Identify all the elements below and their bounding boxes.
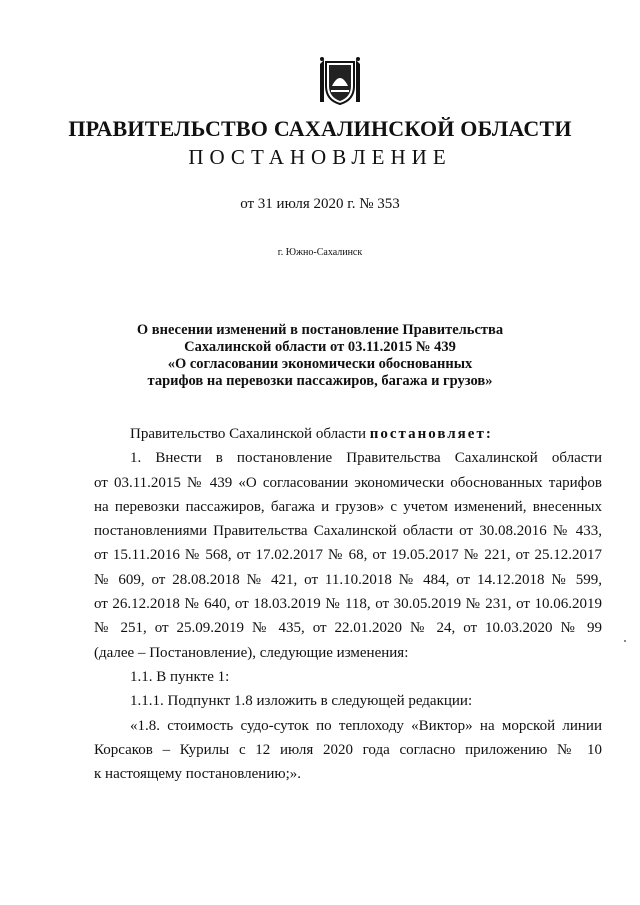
body-line: 1.1.1. Подпункт 1.8 изложить в следующей редакции:: [130, 693, 473, 710]
title-line: Сахалинской области от 03.11.2015 № 439: [184, 339, 456, 355]
body-line: от 26.12.2018 № 640, от 18.03.2019 № 118, от 30.05.2019 № 231, от 10.06.2019: [94, 596, 602, 613]
document-title: [0, 322, 640, 390]
scan-mark: [624, 640, 626, 642]
document-type: ПОСТАНОВЛЕНИЕ: [188, 145, 452, 169]
title-line: «О согласовании экономически обоснованных: [167, 356, 473, 372]
document-city: г. Южно-Сахалинск: [277, 247, 363, 258]
intro-paragraph: [94, 422, 602, 446]
intro-text: Правительство Сахалинской области: [130, 426, 370, 442]
document-date-number: от 31 июля 2020 г. № 353: [240, 196, 400, 212]
body-line: на перевозки пассажиров, багажа и грузов» с учетом изменений, внесенных: [94, 498, 602, 515]
body-line: постановлениями Правительства Сахалинской области от 30.08.2016 № 433,: [94, 523, 602, 540]
body-line: № 251, от 25.09.2019 № 435, от 22.01.2020 № 24, от 10.03.2020 № 99: [94, 620, 602, 637]
intro-keyword: постановляет:: [369, 426, 493, 442]
body-line: от 03.11.2015 № 439 «О согласовании экономически обоснованных тарифов: [94, 474, 602, 491]
body-line: 1. Внести в постановление Правительства Сахалинской области: [130, 450, 602, 467]
body-line: (далее – Постановление), следующие изменения:: [94, 644, 409, 661]
body-line: «1.8. стоимость судо-суток по теплоходу «Виктор» на морской линии: [130, 717, 602, 734]
title-line: тарифов на перевозки пассажиров, багажа и грузов»: [147, 373, 493, 389]
body-line: от 15.11.2016 № 568, от 17.02.2017 № 68, от 19.05.2017 № 221, от 25.12.2017: [94, 547, 602, 564]
body-line: 1.1. В пункте 1:: [130, 668, 230, 685]
organization-name: ПРАВИТЕЛЬСТВО САХАЛИНСКОЙ ОБЛАСТИ: [68, 116, 572, 141]
body-line: к настоящему постановлению;».: [94, 766, 301, 783]
body-line: № 609, от 28.08.2018 № 421, от 11.10.2018 № 484, от 14.12.2018 № 599,: [94, 571, 602, 588]
document-body: [94, 422, 602, 786]
coat-of-arms-icon: [318, 56, 362, 106]
title-line: О внесении изменений в постановление Правительства: [136, 322, 504, 338]
body-line: Корсаков – Курилы с 12 июля 2020 года согласно приложению № 10: [94, 741, 602, 758]
